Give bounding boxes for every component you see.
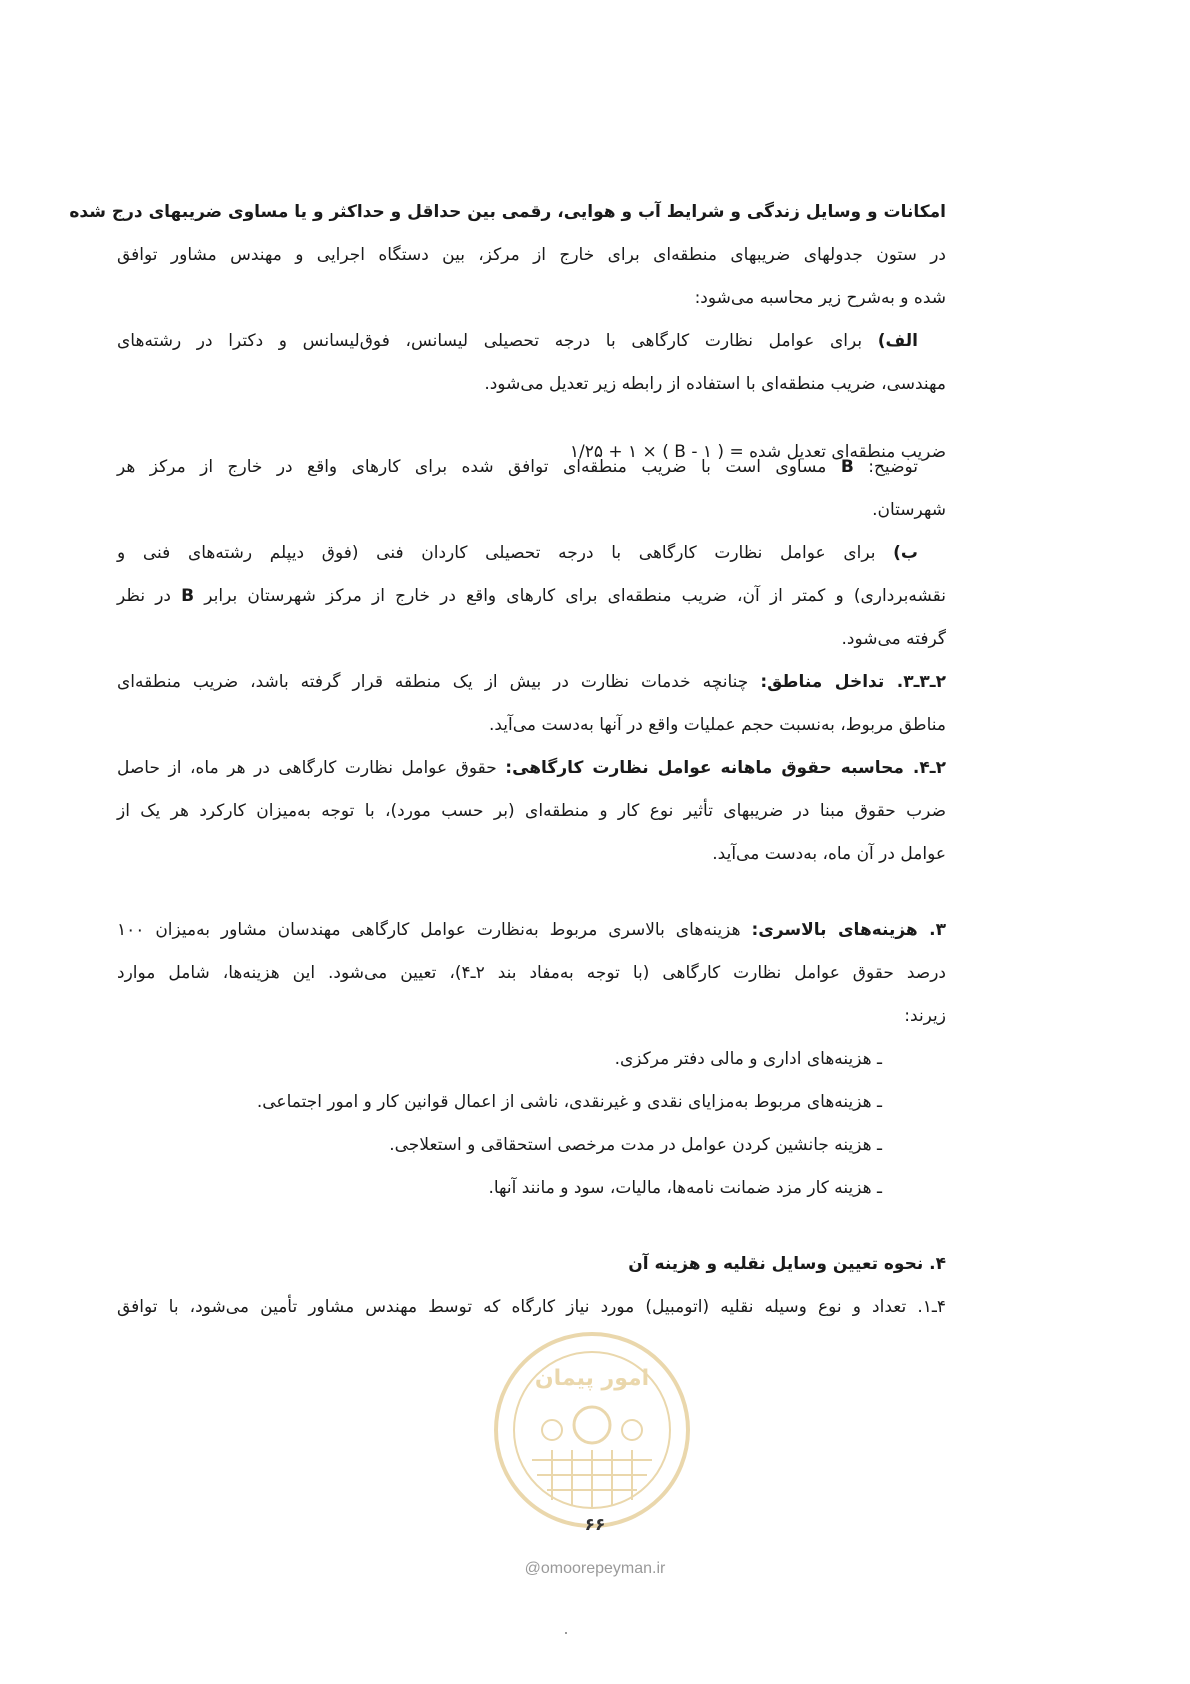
section-4-1: ۴ـ۱. تعداد و نوع وسیله نقلیه (اتومبیل) مورد نیاز کارگاه که توسط مهندس مشاور تأمین می‌شود، با توافق (117, 1297, 946, 1317)
section-2-4: ۲ـ۴. محاسبه حقوق ماهانه عوامل نظارت کارگاهی: حقوق عوامل نظارت کارگاهی در هر ماه، از حاصل (117, 758, 946, 778)
clause-be-label: ب) (893, 543, 918, 563)
watermark-url: @omoorepeyman.ir (524, 1560, 666, 1577)
paragraph-line: امکانات و وسایل زندگی و شرایط آب و هوایی، رقمی بین حداقل و حداکثر و یا مساوی ضریبهای درج شده (69, 202, 946, 222)
list-item: ـ هزینه کار مزد ضمانت نامه‌ها، مالیات، سود و مانند آنها. (488, 1178, 882, 1198)
seal-text: امور پیمان (534, 1366, 650, 1391)
paragraph-line: درصد حقوق عوامل نظارت کارگاهی (با توجه به‌مفاد بند ۲ـ۴)، تعیین می‌شود. این هزینه‌ها، شامل موارد (117, 963, 946, 983)
list-item: ـ هزینه جانشین کردن عوامل در مدت مرخصی استحقاقی و استعلاجی. (389, 1135, 882, 1155)
clause-be: ب) برای عوامل نظارت کارگاهی با درجه تحصیلی کاردان فنی (فوق دیپلم رشته‌های فنی و (117, 543, 918, 563)
explanation: توضیح: B مساوی است با ضریب منطقه‌ای توافق شده برای کارهای واقع در خارج از مرکز هر (117, 457, 919, 477)
explanation-label: توضیح: (868, 457, 919, 477)
paragraph-line: گرفته می‌شود. (841, 629, 946, 649)
formula: ضریب منطقه‌ای تعدیل شده = ( B - ۱ ) × ۱/۲۵ + ۱ (569, 442, 946, 462)
section-heading: ۲ـ۴. محاسبه حقوق ماهانه عوامل نظارت کارگاهی: (505, 758, 946, 778)
list-item: ـ هزینه‌های مربوط به‌مزایای نقدی و غیرنقدی، ناشی از اعمال قوانین کار و امور اجتماعی. (256, 1092, 882, 1112)
page-number: ۶۶ (584, 1515, 606, 1535)
paragraph-line: زیرند: (904, 1006, 946, 1026)
paragraph-line: نقشه‌برداری) و کمتر از آن، ضریب منطقه‌ای برای کارهای واقع در خارج از مرکز شهرستان برابر B در نظر (117, 586, 947, 606)
section-4-title: ۴. نحوه تعیین وسایل نقلیه و هزینه آن (628, 1254, 946, 1274)
list-item: ـ هزینه‌های اداری و مالی دفتر مرکزی. (614, 1049, 882, 1069)
section-2-3-3: ۲ـ۳ـ۳. تداخل مناطق: چنانچه خدمات نظارت در بیش از یک منطقه قرار گرفته باشد، ضریب منطقه‌ای (117, 672, 946, 692)
paragraph-line: ضرب حقوق مبنا در ضریبهای تأثیر نوع کار و منطقه‌ای (بر حسب مورد)، با توجه به‌میزان کارکرد هر یک از (117, 801, 946, 821)
paragraph-line: عوامل در آن ماه، به‌دست می‌آید. (712, 844, 946, 864)
paragraph-line: مهندسی، ضریب منطقه‌ای با استفاده از رابطه زیر تعدیل می‌شود. (484, 374, 946, 394)
clause-alef: الف) برای عوامل نظارت کارگاهی با درجه تحصیلی لیسانس، فوق‌لیسانس و دکترا در رشته‌های (117, 331, 918, 351)
section-heading: ۳. هزینه‌های بالاسری: (751, 920, 946, 940)
paragraph-line: مناطق مربوط، به‌نسبت حجم عملیات واقع در آنها به‌دست می‌آید. (488, 715, 946, 735)
section-heading: ۲ـ۳ـ۳. تداخل مناطق: (760, 672, 946, 692)
scan-speck (565, 1632, 567, 1634)
clause-alef-label: الف) (877, 331, 918, 351)
paragraph-line: شهرستان. (872, 500, 946, 520)
paragraph-line: در ستون جدولهای ضریبهای منطقه‌ای برای خارج از مرکز، بین دستگاه اجرایی و مهندس مشاور توافق (117, 245, 946, 265)
section-3: ۳. هزینه‌های بالاسری: هزینه‌های بالاسری مربوط به‌نظارت عوامل کارگاهی مهندسان مشاور به‌میزان ۱۰۰ (117, 920, 946, 940)
watermark-seal-icon (492, 1330, 692, 1530)
paragraph-line: شده و به‌شرح زیر محاسبه می‌شود: (694, 288, 946, 308)
